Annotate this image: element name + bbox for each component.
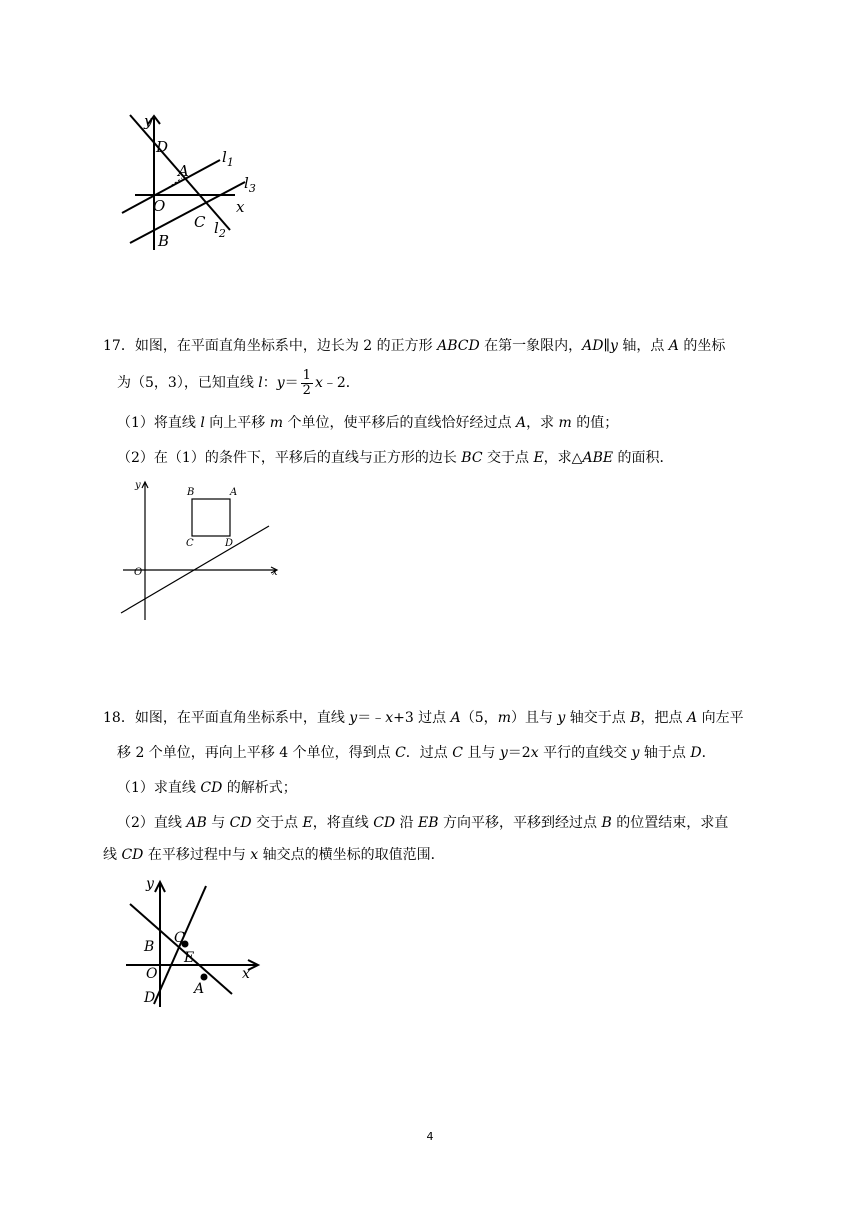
label-O: O — [134, 567, 143, 578]
label-y: y — [135, 480, 141, 491]
point-A — [201, 974, 208, 981]
label-D: D — [225, 538, 234, 549]
label-y: y — [144, 112, 153, 130]
label-E: E — [184, 950, 195, 966]
q17-line1: 17．如图，在平面直角坐标系中，边长为 2 的正方形 ABCD 在第一象限内，AD∥y 轴，点 A 的坐标 — [103, 338, 726, 354]
q18-sub1: （1）求直线 CD 的解析式； — [117, 780, 297, 796]
q17-line2: 为（5，3），已知直线 l：y＝ $\frac{1}{2}$ x﹣2． — [117, 367, 360, 398]
label-C: C — [186, 538, 194, 549]
fraction-one-half: $\frac{1}{2}$ — [302, 367, 311, 398]
label-B: B — [144, 939, 155, 955]
label-l2: $l_2$ — [214, 219, 226, 240]
label-D: D — [144, 990, 156, 1006]
figure-q17 — [115, 478, 285, 628]
label-B: B — [158, 232, 170, 250]
label-y: y — [146, 876, 154, 892]
line-l3 — [130, 182, 245, 243]
label-x: x — [236, 198, 245, 216]
q17-sub2: （2）在（1）的条件下，平移后的直线与正方形的边长 BC 交于点 E，求△ABE 的面积． — [117, 450, 674, 466]
label-D: D — [156, 138, 169, 156]
label-C: C — [174, 930, 185, 946]
label-l3: $l_3$ — [244, 174, 256, 195]
figure-q16 — [110, 110, 280, 260]
label-l1: $l_1$ — [222, 148, 234, 169]
label-O: O — [153, 197, 166, 215]
label-x: x — [242, 966, 250, 982]
line-l1 — [122, 160, 220, 213]
q17-sub1: （1）将直线 l 向上平移 m 个单位，使平移后的直线恰好经过点 A，求 m 的值； — [117, 415, 619, 431]
label-C: C — [194, 213, 206, 231]
label-O: O — [146, 966, 158, 982]
label-A: A — [194, 981, 205, 997]
label-B: B — [187, 487, 195, 498]
figure-q18 — [118, 872, 268, 1012]
square-ABCD — [192, 499, 230, 536]
q18-sub2-line2: 线 CD 在平移过程中与 x 轴交点的横坐标的取值范围． — [103, 847, 445, 863]
label-x: x — [272, 567, 278, 578]
page-number: 4 — [426, 1130, 434, 1143]
q18-line1: 18．如图，在平面直角坐标系中，直线 y＝﹣x+3 过点 A（5，m）且与 y 轴交于点 B，把点 A 向左平 — [103, 710, 744, 726]
label-A: A — [178, 162, 189, 180]
label-A: A — [230, 487, 238, 498]
q18-line2: 移 2 个单位，再向上平移 4 个单位，得到点 C．过点 C 且与 y＝2x 平行的直线交 y 轴于点 D． — [117, 745, 716, 761]
q18-sub2-line1: （2）直线 AB 与 CD 交于点 E，将直线 CD 沿 EB 方向平移，平移到经过点 B 的位置结束，求直 — [117, 815, 729, 831]
